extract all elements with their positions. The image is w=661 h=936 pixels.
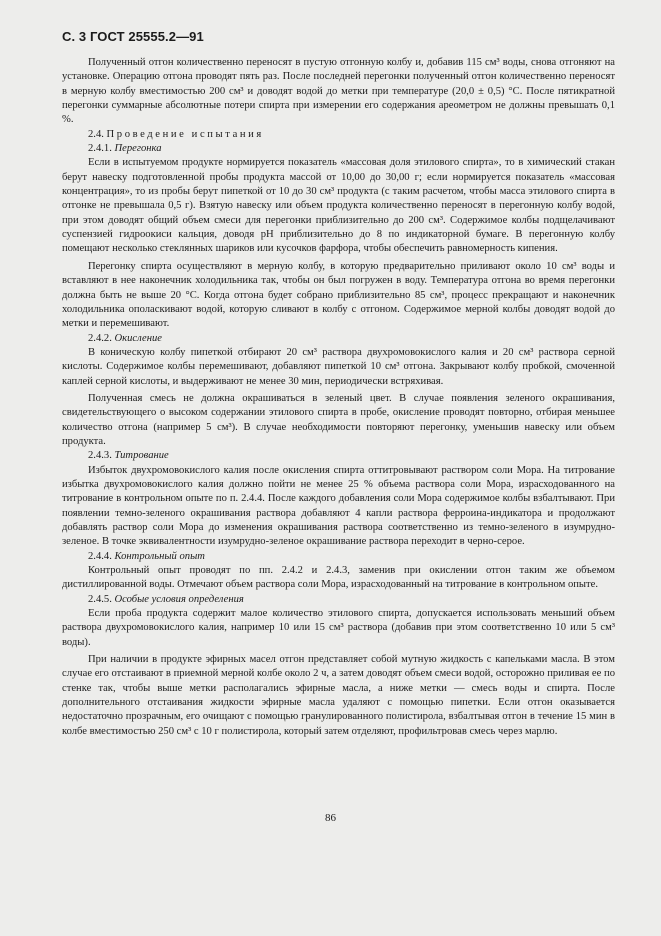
section-title: Окисление	[114, 332, 162, 344]
section-number: 2.4.	[88, 128, 104, 140]
section-number: 2.4.5.	[88, 593, 112, 605]
section-title: Перегонка	[114, 143, 162, 155]
section-number: 2.4.4.	[88, 550, 112, 562]
section-title: Титрование	[114, 450, 169, 462]
section-title: Особые условия определения	[114, 593, 244, 605]
body-text	[62, 56, 615, 739]
section-heading-2-4-1	[62, 142, 615, 156]
section-number: 2.4.3.	[88, 450, 112, 462]
paragraph: Если проба продукта содержит малое количество этилового спирта, допускается использовать меньший объем раствора двухромовокислого калия, например 10 или 15 см³ раствора (добавив при этом соответственно 10 или 5 см³ воды).	[62, 608, 615, 648]
paragraph: Если в испытуемом продукте нормируется показатель «массовая доля этилового спирта», то в химический стакан берут навеску подготовленной пробы продукта массой от 10,00 до 30,00 г; если нормируется показатель «массовая концентрация», то из пробы берут пипеткой от 10 до 30 см³ продукта (с таким расчетом, чтобы масса этилового спирта в отгонке не превышала 0,5 г). Взятую навеску или объем продукта количественно переносят в перегонную колбу водой, при этом доводят общий объем смеси для перегонки приблизительно до 200 см³. Содержимое колбы подщелачивают суспензией гидроокиси кальция, доводя pH приблизительно до 8 по индикаторной бумаге. В перегонную колбу помещают несколько стеклянных шариков или кусочков фарфора, чтобы обеспечить равномерность кипения.	[62, 157, 615, 255]
section-title: Контрольный опыт	[114, 550, 205, 562]
paragraph: Контрольный опыт проводят по пп. 2.4.2 и 2.4.3, заменив при окислении отгон таким же объемом дистиллированной воды. Отмечают объем раствора соли Мора, израсходованный на титрование в контрольном опыте.	[62, 565, 615, 591]
section-number: 2.4.2.	[88, 332, 112, 344]
section-heading-2-4-3	[62, 449, 615, 463]
paragraph: При наличии в продукте эфирных масел отгон представляет собой мутную жидкость с капельками масла. В этом случае его отстаивают в приемной мерной колбе около 2 ч, а затем доводят объем смеси водой, осторожно приливая ее по стенке так, чтобы выше метки располагались эфирные масла, а ниже метки — смесь воды и спирта. После дополнительного отстаивания жидкости эфирные масла удаляют с помощью пипетки. Если отгон оказывается недостаточно прозрачным, его очищают с помощью гранулированного полистирола, взбалтывая отгон в течение 15 мин в колбе вместимостью 250 см³ с 10 г полистирола, который затем отделяют, профильтровав смесь через марлю.	[62, 654, 615, 737]
section-title: Проведение испытания	[106, 128, 264, 140]
page-header: С. 3 ГОСТ 25555.2—91	[62, 29, 204, 44]
paragraph: Полученный отгон количественно переносят в пустую отгонную колбу и, добавив 115 см³ воды, снова отгоняют на установке. Операцию отгона проводят пять раз. После последней перегонки полученный отгон количественно переносят в мерную колбу вместимостью 200 см³ и доводят водой до метки при температуре (20,0 ± 0,5) °С. После пятикратной перегонки суммарные абсолютные потери спирта при измерении его содержания ареометром не должны превышать 0,1 %.	[62, 57, 615, 126]
paragraph: Перегонку спирта осуществляют в мерную колбу, в которую предварительно приливают около 10 см³ воды и вставляют в нее наконечник холодильника так, чтобы он был погружен в воду. Температура отгона во время перегонки должна быть не выше 20 °С. Когда отгона будет собрано приблизительно 85 см³, процесс прекращают и наконечник холодильника ополаскивают водой, которую сливают в колбу с отгоном. Содержимое мерной колбы доводят водой до метки и перемешивают.	[62, 260, 615, 330]
page-number: 86	[325, 812, 336, 824]
section-heading-2-4	[62, 128, 615, 142]
paragraph: Избыток двухромовокислого калия после окисления спирта оттитровывают раствором соли Мора. На титрование избытка двухромовокислого калия должно пойти не менее 25 % объема раствора соли Мора, израсходованного на титрование в контрольном опыте по п. 2.4.4. После каждого добавления соли Мора содержимое колбы взбалтывают. При появлении темно-зеленого окрашивания раствора добавляют 4 капли раствора ферроина-индикатора и продолжают добавлять раствор соли Мора до изменения окрашивания раствора соответственно из темно-зеленого в изумрудно-зеленое. В точке эквивалентности изумрудно-зеленое окрашивание раствора переходит в черно-серое.	[62, 464, 615, 548]
paragraph: Полученная смесь не должна окрашиваться в зеленый цвет. В случае появления зеленого окрашивания, свидетельствующего о высоком содержании этилового спирта в пробе, окисление проводят повторно, отбирая меньшее количество отгона (например 5 см³). В случае необходимости повторяют перегонку, уменьшив навеску или объем продукта.	[62, 392, 615, 447]
section-heading-2-4-5	[62, 593, 615, 607]
section-heading-2-4-2	[62, 332, 615, 346]
section-heading-2-4-4	[62, 550, 615, 564]
section-number: 2.4.1.	[88, 143, 112, 155]
paragraph: В коническую колбу пипеткой отбирают 20 см³ раствора двухромовокислого калия и 20 см³ раствора серной кислоты. Содержимое колбы перемешивают, добавляют пипеткой 10 см³ отгона. Закрывают колбу пробкой, смоченной каплей серной кислоты, и выдерживают не менее 30 мин, периодически встряхивая.	[62, 346, 615, 387]
